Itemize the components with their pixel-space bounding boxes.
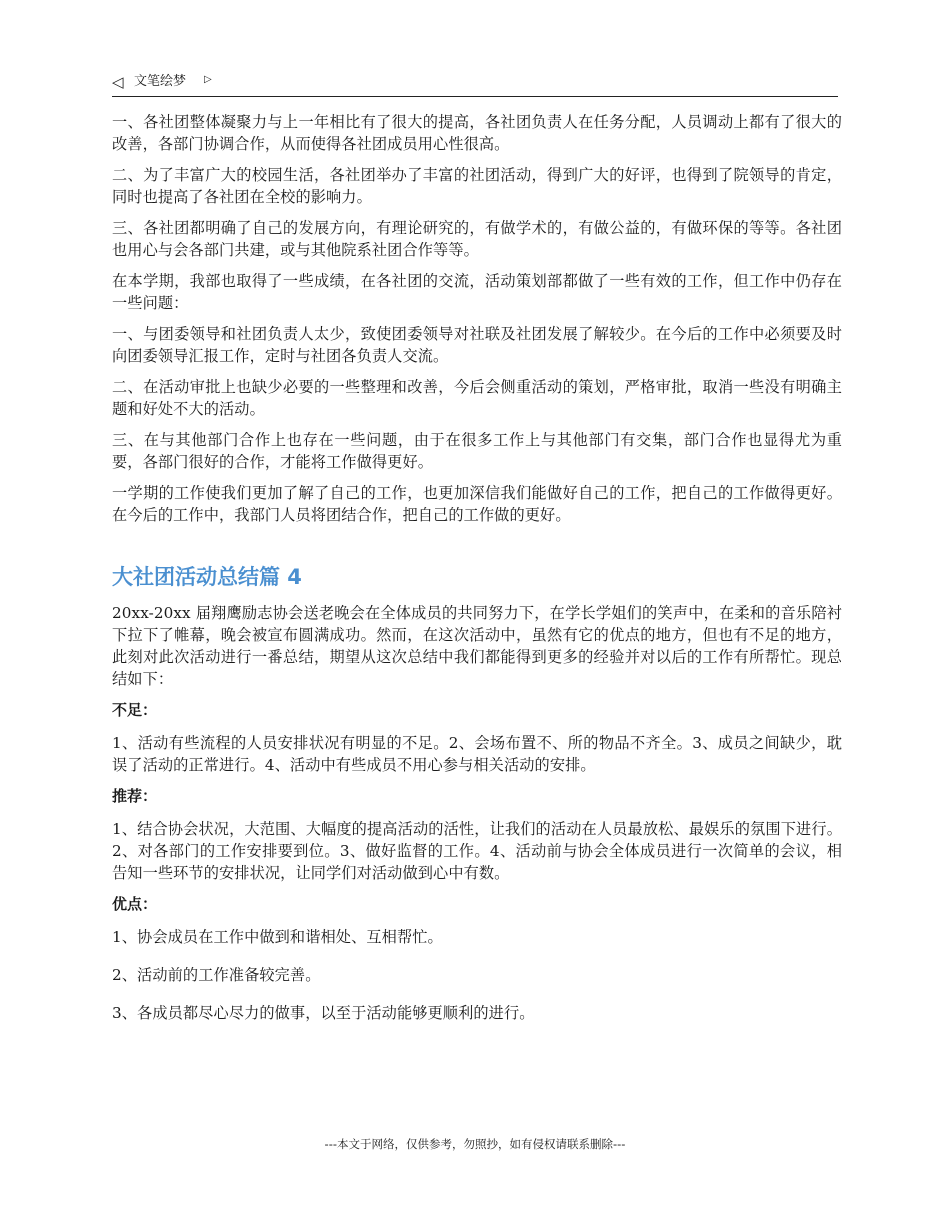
paragraph: 一学期的工作使我们更加了解了自己的工作，也更加深信我们能做好自己的工作，把自己的工作做得更好。在今后的工作中，我部门人员将团结合作，把自己的工作做的更好。 bbox=[112, 484, 842, 524]
header-brand: 文笔绘梦 bbox=[134, 74, 187, 89]
paragraph: 在本学期，我部也取得了一些成绩，在各社团的交流，活动策划部都做了一些有效的工作，但工作中仍存在一些问题： bbox=[112, 272, 842, 312]
paragraph: 三、各社团都明确了自己的发展方向，有理论研究的，有做学术的，有做公益的，有做环保的等等。各社团也用心与会各部门共建，或与其他院系社团合作等等。 bbox=[112, 219, 842, 259]
paragraph: 一、与团委领导和社团负责人太少，致使团委领导对社联及社团发展了解较少。在今后的工作中必须要及时向团委领导汇报工作，定时与社团各负责人交流。 bbox=[112, 325, 842, 365]
advantage-item: 1、协会成员在工作中做到和谐相处、互相帮忙。 bbox=[112, 928, 443, 946]
shortcomings-text: 1、活动有些流程的人员安排状况有明显的不足。2、会场布置不、所的物品不齐全。3、成员之间缺少，耽误了活动的正常进行。4、活动中有些成员不用心参与相关活动的安排。 bbox=[112, 734, 842, 774]
section-intro: 20xx-20xx 届翔鹰励志协会送老晚会在全体成员的共同努力下，在学长学姐们的笑声中，在柔和的音乐陪衬下拉下了帷幕，晚会被宣布圆满成功。然而，在这次活动中，虽然有它的优点的地方，但也有不足的地方，此刻对此次活动进行一番总结，期望从这次总结中我们都能得到更多的经验并对以后的工作有所帮忙。现总结如下： bbox=[112, 604, 842, 688]
suggestions-heading: 推荐： bbox=[112, 787, 158, 805]
advantages-heading: 优点： bbox=[112, 895, 158, 913]
advantage-item: 3、各成员都尽心尽力的做事，以至于活动能够更顺利的进行。 bbox=[112, 1004, 535, 1022]
paragraph: 一、各社团整体凝聚力与上一年相比有了很大的提高，各社团负责人在任务分配，人员调动上都有了很大的改善，各部门协调合作，从而使得各社团成员用心性很高。 bbox=[112, 113, 842, 153]
triangle-right-icon: ▷ bbox=[204, 74, 212, 85]
page-header bbox=[112, 72, 838, 97]
paragraph: 二、为了丰富广大的校园生活，各社团举办了丰富的社团活动，得到广大的好评，也得到了院领导的肯定，同时也提高了各社团在全校的影响力。 bbox=[112, 166, 842, 206]
document-body bbox=[112, 111, 842, 1033]
page-footer: ---本文于网络，仅供参考，勿照抄，如有侵权请联系删除--- bbox=[324, 1137, 626, 1151]
advantage-item: 2、活动前的工作准备较完善。 bbox=[112, 966, 321, 984]
triangle-left-icon: ◁ bbox=[112, 73, 124, 91]
paragraph: 三、在与其他部门合作上也存在一些问题，由于在很多工作上与其他部门有交集，部门合作也显得尤为重要，各部门很好的合作，才能将工作做得更好。 bbox=[112, 431, 842, 471]
paragraph: 二、在活动审批上也缺少必要的一些整理和改善，今后会侧重活动的策划，严格审批，取消一些没有明确主题和好处不大的活动。 bbox=[112, 378, 842, 418]
suggestions-text: 1、结合协会状况，大范围、大幅度的提高活动的活性，让我们的活动在人员最放松、最娱乐的氛围下进行。2、对各部门的工作安排要到位。3、做好监督的工作。4、活动前与协会全体成员进行一次简单的会议，相告知一些环节的安排状况，让同学们对活动做到心中有数。 bbox=[112, 820, 842, 882]
shortcomings-heading: 不足： bbox=[112, 701, 158, 719]
section-title: 大社团活动总结篇 4 bbox=[112, 565, 302, 589]
